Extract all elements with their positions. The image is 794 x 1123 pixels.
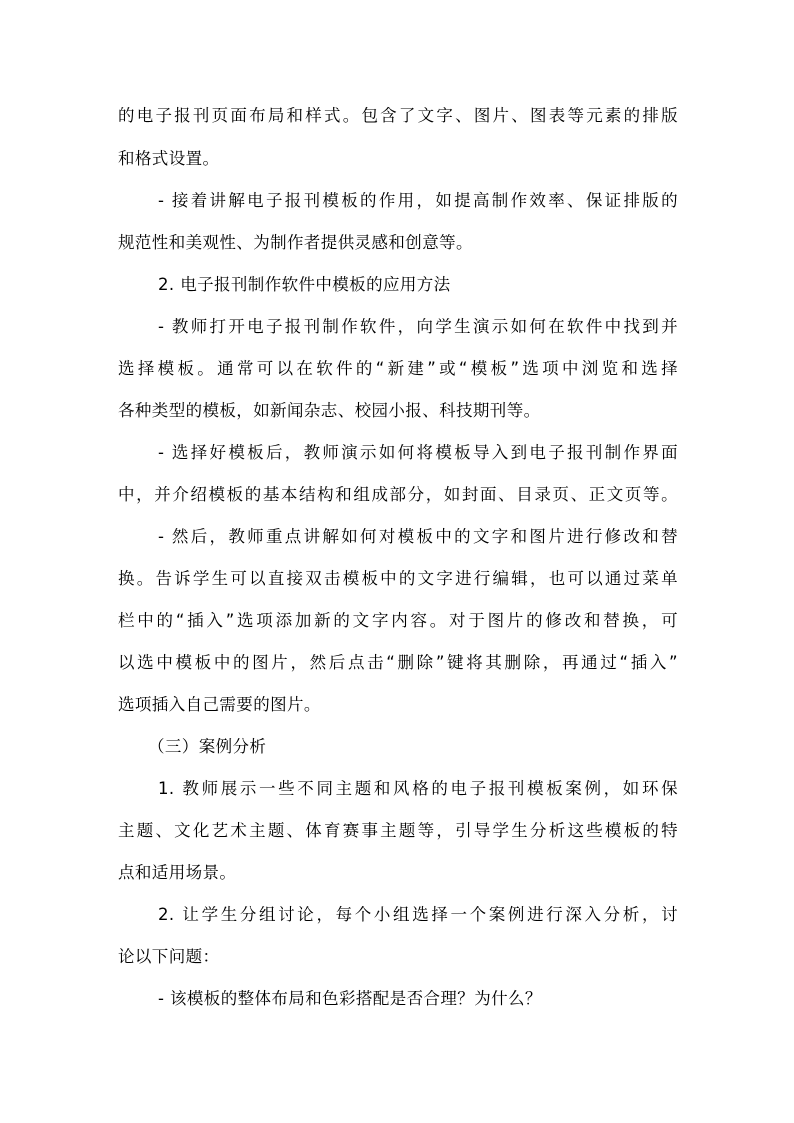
text-line: 和格式设置。 bbox=[118, 149, 220, 168]
text-line: 论以下问题： bbox=[118, 947, 220, 966]
section-heading: （三）案例分析 bbox=[148, 737, 267, 756]
text-line: 换。告诉学生可以直接双击模板中的文字进行编辑，也可以通过菜单 bbox=[118, 569, 678, 588]
text-line: 主题、文化艺术主题、体育赛事主题等，引导学生分析这些模板的特 bbox=[118, 821, 678, 840]
text-line: 各种类型的模板，如新闻杂志、校园小报、科技期刊等。 bbox=[118, 401, 541, 420]
numbered-line: 2. 让学生分组讨论，每个小组选择一个案例进行深入分析，讨 bbox=[158, 905, 678, 924]
section-item-heading: 2. 电子报刊制作软件中模板的应用方法 bbox=[158, 275, 451, 294]
text-line: 选项插入自己需要的图片。 bbox=[118, 695, 321, 714]
text-line: 选择模板。通常可以在软件的“新建”或“模板”选项中浏览和选择 bbox=[118, 359, 678, 378]
text-line: 栏中的“插入”选项添加新的文字内容。对于图片的修改和替换，可 bbox=[118, 611, 678, 630]
bullet-line: - 然后，教师重点讲解如何对模板中的文字和图片进行修改和替 bbox=[158, 527, 678, 546]
bullet-line: - 教师打开电子报刊制作软件，向学生演示如何在软件中找到并 bbox=[158, 317, 678, 336]
bullet-line: - 接着讲解电子报刊模板的作用，如提高制作效率、保证排版的 bbox=[158, 191, 678, 210]
text-line: 中，并介绍模板的基本结构和组成部分，如封面、目录页、正文页等。 bbox=[118, 485, 678, 504]
numbered-line: 1. 教师展示一些不同主题和风格的电子报刊模板案例，如环保 bbox=[158, 779, 678, 798]
text-line: 点和适用场景。 bbox=[118, 863, 237, 882]
bullet-line: - 选择好模板后，教师演示如何将模板导入到电子报刊制作界面 bbox=[158, 443, 678, 462]
text-line: 的电子报刊页面布局和样式。包含了文字、图片、图表等元素的排版 bbox=[118, 106, 678, 125]
bullet-line: - 该模板的整体布局和色彩搭配是否合理？为什么？ bbox=[158, 989, 542, 1008]
text-line: 规范性和美观性、为制作者提供灵感和创意等。 bbox=[118, 233, 473, 252]
text-line: 以选中模板中的图片，然后点击“删除”键将其删除，再通过“插入” bbox=[118, 653, 678, 672]
